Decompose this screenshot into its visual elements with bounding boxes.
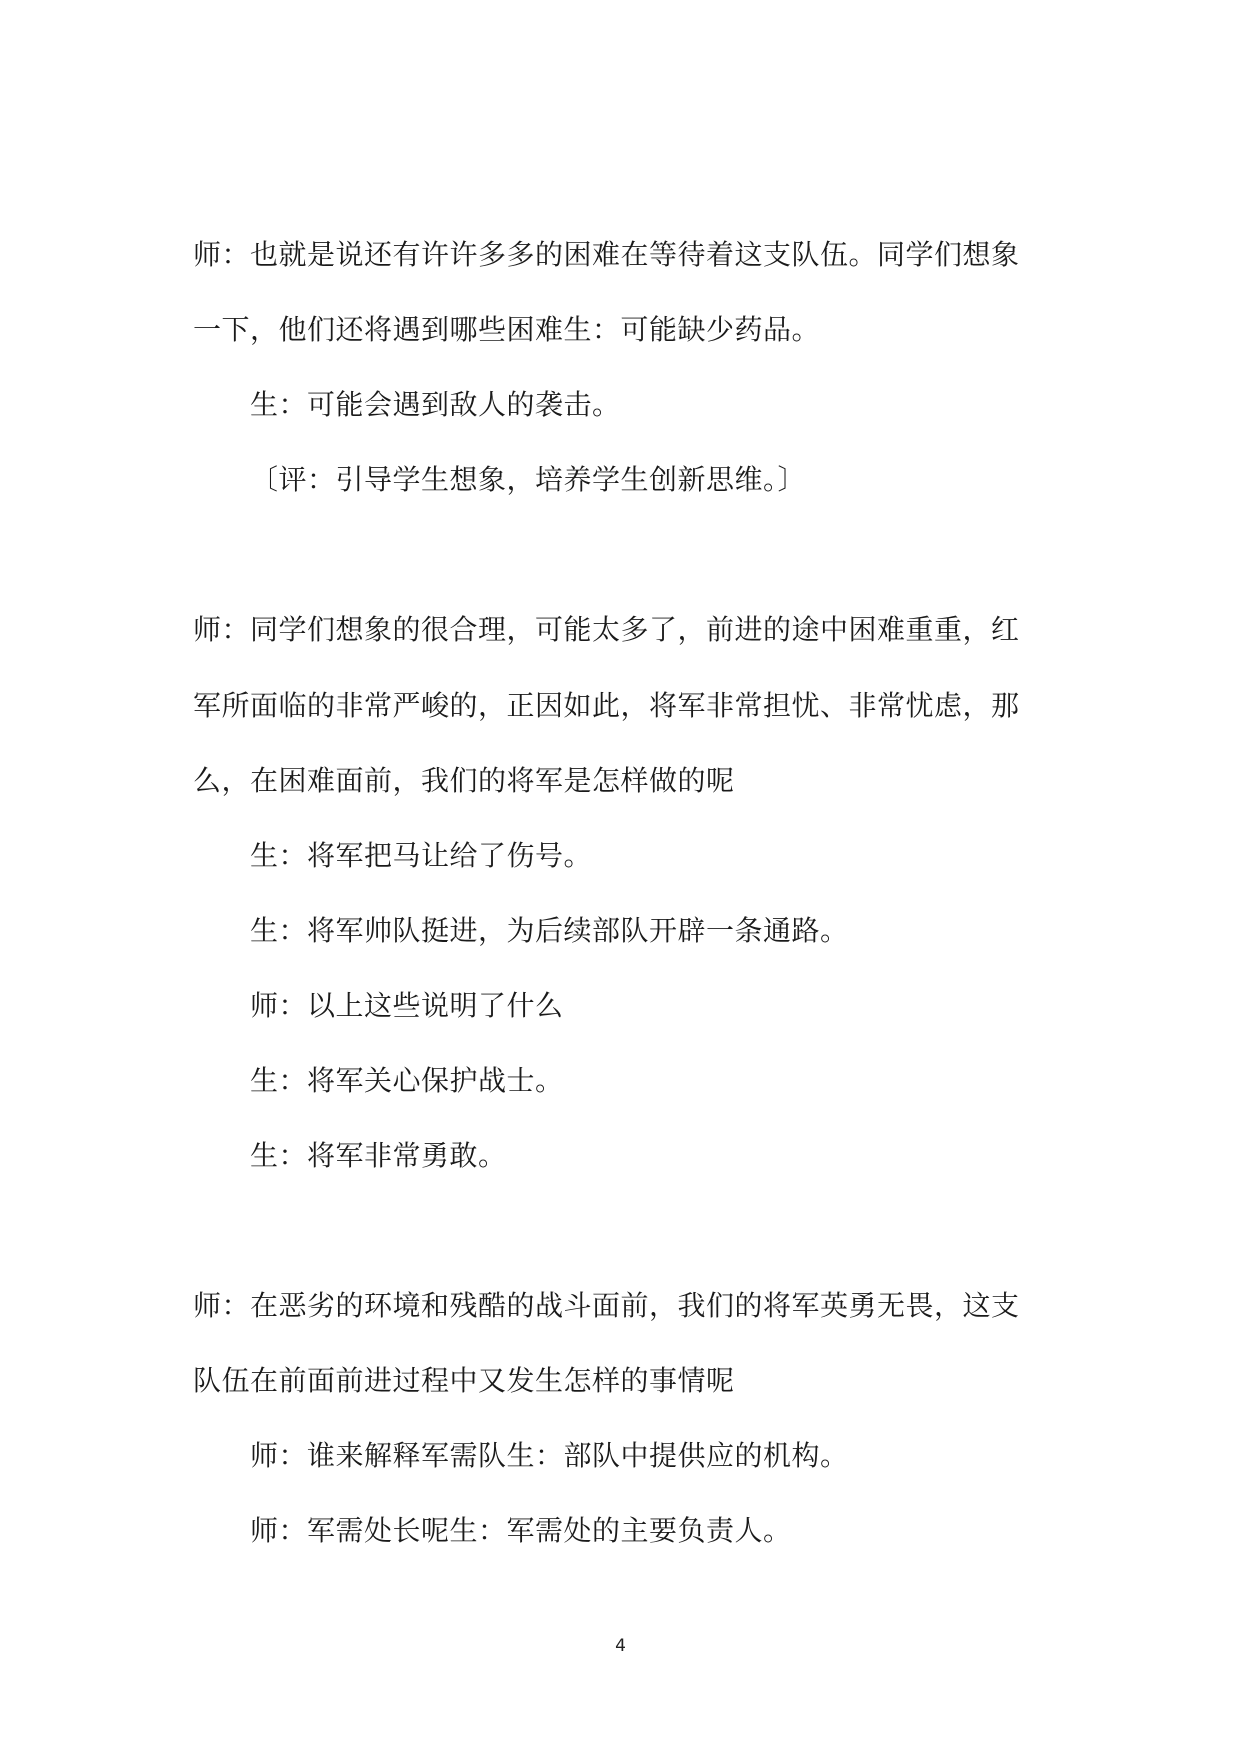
text-line: 生：将军把马让给了伤号。 xyxy=(250,839,593,872)
text-line: 么，在困难面前，我们的将军是怎样做的呢 xyxy=(193,764,735,797)
text-line: 生：可能会遇到敌人的袭击。 xyxy=(250,388,621,421)
text-line: 生：将军非常勇敢。 xyxy=(250,1139,507,1172)
text-line: 〔评：引导学生想象，培养学生创新思维。〕 xyxy=(250,463,807,496)
page-number: 4 xyxy=(615,1636,626,1656)
text-line: 师：谁来解释军需队生：部队中提供应的机构。 xyxy=(250,1439,849,1472)
text-line: 师：以上这些说明了什么 xyxy=(250,989,564,1022)
text-line: 生：将军帅队挺进，为后续部队开辟一条通路。 xyxy=(250,914,849,947)
text-line: 师：在恶劣的环境和残酷的战斗面前，我们的将军英勇无畏，这支 xyxy=(193,1289,1020,1322)
text-line: 队伍在前面前进过程中又发生怎样的事情呢 xyxy=(193,1364,735,1397)
text-line: 师：也就是说还有许许多多的困难在等待着这支队伍。同学们想象 xyxy=(193,238,1020,271)
text-line: 一下，他们还将遇到哪些困难生：可能缺少药品。 xyxy=(193,313,821,346)
text-line: 军所面临的非常严峻的，正因如此，将军非常担忧、非常忧虑，那 xyxy=(193,689,1020,722)
text-line: 师：军需处长呢生：军需处的主要负责人。 xyxy=(250,1514,792,1547)
text-line: 师：同学们想象的很合理，可能太多了，前进的途中困难重重，红 xyxy=(193,613,1020,646)
text-line: 生：将军关心保护战士。 xyxy=(250,1064,564,1097)
